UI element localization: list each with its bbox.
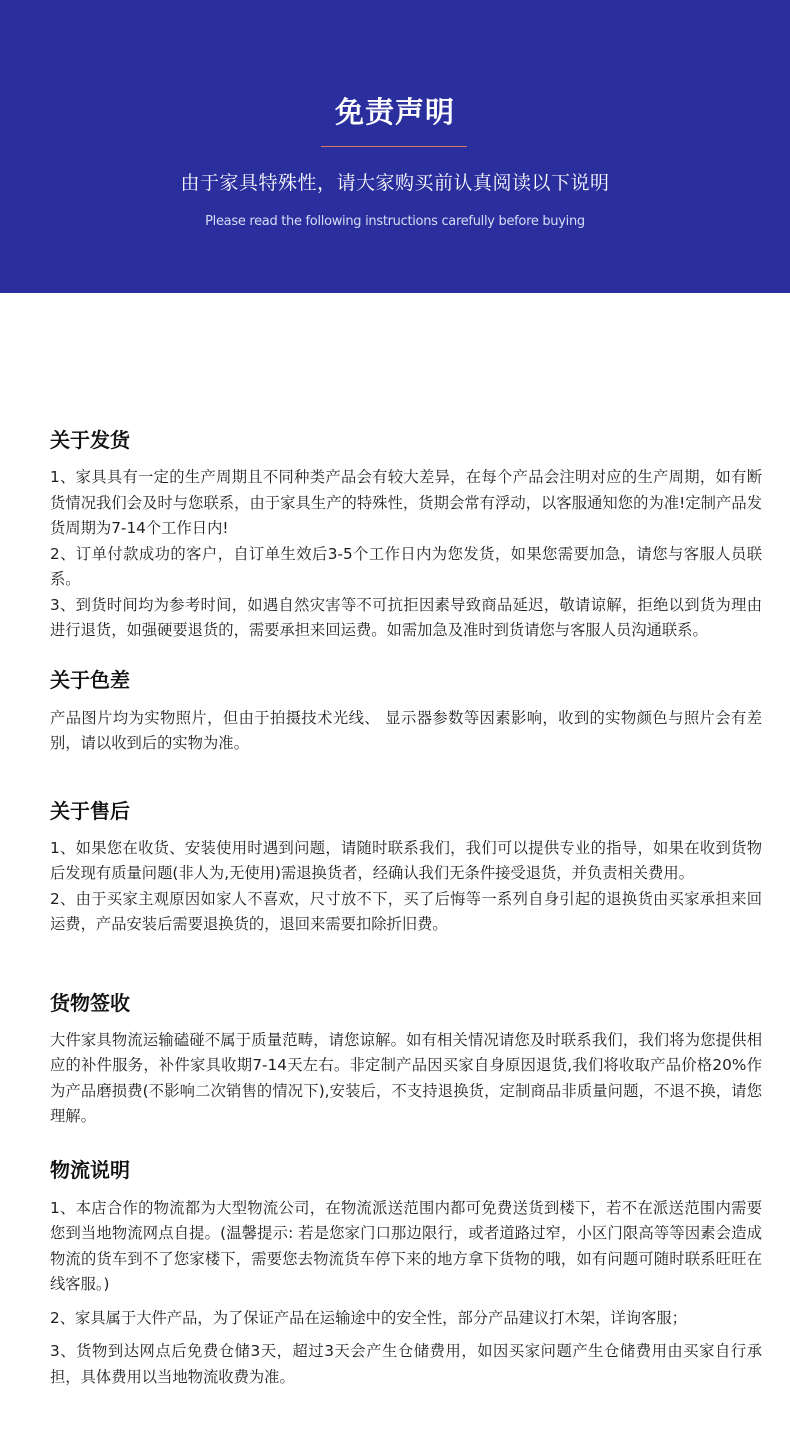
page-title: 免责声明 <box>334 95 455 129</box>
section-paragraph: 1、本店合作的物流都为大型物流公司，在物流派送范围内都可免费送货到楼下，若不在派送范围内需要您到当地物流网点自提。(温馨提示: 若是您家门口那边限行，或者道路过窄，小区门限高等等因素会造成物流的货车到不了您家楼下，需要您去物流货车停下来的地方拿下货物的哦，如有问题可随时联系旺旺在线客服。) <box>50 1198 762 1293</box>
title-divider <box>321 146 467 147</box>
section-paragraph: 产品图片均为实物照片，但由于拍摄技术光线、 显示器参数等因素影响，收到的实物颜色与照片会有差别，请以收到后的实物为准。 <box>50 708 762 752</box>
section-heading: 关于发货 <box>50 428 130 452</box>
section-paragraph: 1、如果您在收货、安装使用时遇到问题，请随时联系我们，我们可以提供专业的指导，如果在收到货物后发现有质量问题(非人为,无使用)需退换货者，经确认我们无条件接受退货，并负责相关费用。 <box>50 838 762 882</box>
disclaimer-content <box>50 420 762 1390</box>
page-subtitle: 由于家具特殊性，请大家购买前认真阅读以下说明 <box>180 172 610 194</box>
section-receipt <box>50 983 762 1130</box>
section-shipping <box>50 420 762 644</box>
section-heading: 物流说明 <box>50 1157 130 1182</box>
section-paragraph: 1、家具具有一定的生产周期且不同种类产品会有较大差异，在每个产品会注明对应的生产周期，如有断货情况我们会及时与您联系，由于家具生产的特殊性，货期会常有浮动，以客服通知您的为准!定制产品发货周期为7-14个工作日内! <box>50 468 762 537</box>
section-after-sales <box>50 791 762 938</box>
section-color-difference <box>50 660 762 757</box>
section-paragraph: 大件家具物流运输磕碰不属于质量范畴，请您谅解。如有相关情况请您及时联系我们，我们将为您提供相应的补件服务，补件家具收期7-14天左右。非定制产品因买家自身原因退货,我们将收取产品价格20%作为产品磨损费(不影响二次销售的情况下),安装后，不支持退换货，定制商品非质量问题，不退不换，请您理解。 <box>50 1030 762 1125</box>
section-paragraph: 2、由于买家主观原因如家人不喜欢，尺寸放不下，买了后悔等一系列自身引起的退换货由买家承担来回运费，产品安装后需要退换货的，退回来需要扣除折旧费。 <box>50 889 762 933</box>
section-paragraph: 3、货物到达网点后免费仓储3天，超过3天会产生仓储费用，如因买家问题产生仓储费用由买家自行承担，具体费用以当地物流收费为准。 <box>50 1342 762 1386</box>
section-logistics <box>50 1150 762 1391</box>
section-paragraph: 2、家具属于大件产品，为了保证产品在运输途中的安全性，部分产品建议打木架，详询客服； <box>50 1308 687 1327</box>
section-heading: 关于色差 <box>50 667 130 692</box>
english-subtitle: Please read the following instructions carefully before buying <box>205 214 585 229</box>
section-heading: 关于售后 <box>50 798 130 823</box>
section-paragraph: 2、订单付款成功的客户，自订单生效后3-5个工作日内为您发货，如果您需要加急，请您与客服人员联系。 <box>50 544 762 588</box>
section-paragraph: 3、到货时间均为参考时间，如遇自然灾害等不可抗拒因素导致商品延迟，敬请谅解，拒绝以到货为理由进行退货，如强硬要退货的，需要承担来回运费。如需加急及准时到货请您与客服人员沟通联系。 <box>50 595 762 639</box>
header-banner <box>0 0 790 293</box>
section-heading: 货物签收 <box>50 990 130 1015</box>
